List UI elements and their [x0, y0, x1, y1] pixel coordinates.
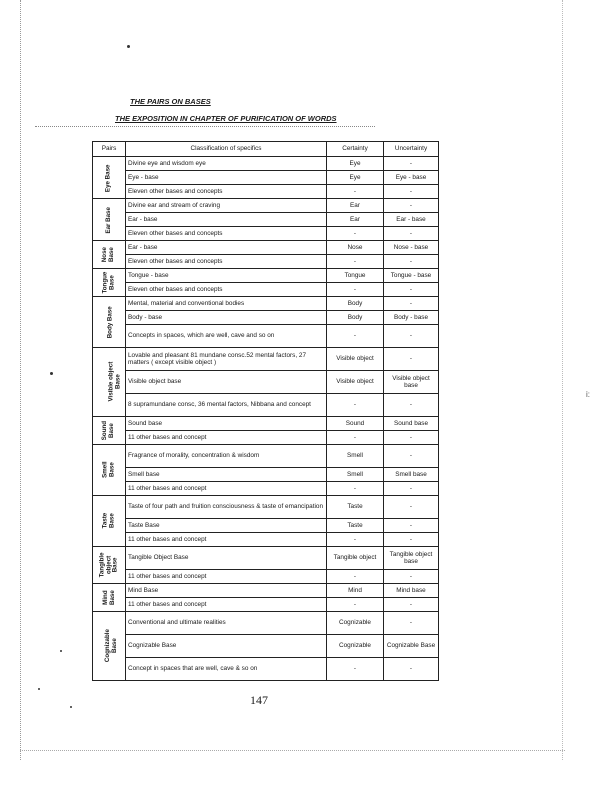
- table-row: [93, 171, 439, 185]
- pair-label-text: Tongue Base: [101, 271, 115, 294]
- classification-cell: Ear - base: [126, 241, 327, 255]
- certainty-cell: Smell: [327, 468, 384, 482]
- pair-label-text: Smell Base: [101, 461, 115, 479]
- uncertainty-cell: Sound base: [384, 417, 439, 431]
- classification-cell: Eleven other bases and concepts: [126, 283, 327, 297]
- table-row: [93, 213, 439, 227]
- pair-label: [93, 199, 126, 241]
- classification-cell: Divine ear and stream of craving: [126, 199, 327, 213]
- classification-cell: Tangible Object Base: [126, 547, 327, 570]
- table-row: [93, 533, 439, 547]
- uncertainty-cell: -: [384, 199, 439, 213]
- uncertainty-cell: -: [384, 297, 439, 311]
- uncertainty-cell: Visible object base: [384, 371, 439, 394]
- classification-cell: Concepts in spaces, which are well, cave and so on: [126, 325, 327, 348]
- pair-label: [93, 297, 126, 348]
- uncertainty-cell: Eye - base: [384, 171, 439, 185]
- uncertainty-cell: Tongue - base: [384, 269, 439, 283]
- uncertainty-cell: Tangible object base: [384, 547, 439, 570]
- scan-speck: [38, 688, 40, 690]
- table-row: [93, 417, 439, 431]
- certainty-cell: -: [327, 598, 384, 612]
- classification-cell: Eleven other bases and concepts: [126, 185, 327, 199]
- classification-cell: Conventional and ultimate realities: [126, 612, 327, 635]
- pair-label: [93, 269, 126, 297]
- uncertainty-cell: -: [384, 612, 439, 635]
- classification-cell: 11 other bases and concept: [126, 482, 327, 496]
- certainty-cell: Eye: [327, 171, 384, 185]
- certainty-cell: -: [327, 283, 384, 297]
- table-row: [93, 612, 439, 635]
- classification-cell: 11 other bases and concept: [126, 570, 327, 584]
- table-header-row: [93, 142, 439, 157]
- uncertainty-cell: Ear - base: [384, 213, 439, 227]
- uncertainty-cell: -: [384, 658, 439, 681]
- table-row: [93, 658, 439, 681]
- classification-cell: Mental, material and conventional bodies: [126, 297, 327, 311]
- pair-label: [93, 241, 126, 269]
- uncertainty-cell: Smell base: [384, 468, 439, 482]
- table-row: [93, 468, 439, 482]
- uncertainty-cell: -: [384, 570, 439, 584]
- uncertainty-cell: -: [384, 394, 439, 417]
- classification-cell: 11 other bases and concept: [126, 431, 327, 445]
- table-row: [93, 570, 439, 584]
- pair-label: [93, 157, 126, 199]
- pair-label-text: Cognizable Base: [103, 629, 118, 663]
- table-row: [93, 482, 439, 496]
- uncertainty-cell: -: [384, 482, 439, 496]
- certainty-cell: Ear: [327, 199, 384, 213]
- pair-label-text: Ear Base: [104, 206, 112, 234]
- page-heading: THE PAIRS ON BASES: [130, 97, 211, 106]
- uncertainty-cell: Cognizable Base: [384, 635, 439, 658]
- table-row: [93, 311, 439, 325]
- table-row: [93, 348, 439, 371]
- classification-cell: Taste of four path and fruition consciousness & taste of emancipation: [126, 496, 327, 519]
- table-row: [93, 227, 439, 241]
- certainty-cell: Visible object: [327, 371, 384, 394]
- certainty-cell: -: [327, 227, 384, 241]
- pair-label-text: Taste Base: [101, 513, 115, 529]
- classification-cell: Mind Base: [126, 584, 327, 598]
- classification-cell: Visible object base: [126, 371, 327, 394]
- table-row: [93, 269, 439, 283]
- certainty-cell: -: [327, 394, 384, 417]
- classification-cell: Sound base: [126, 417, 327, 431]
- scan-edge-bottom: [20, 750, 565, 752]
- table-row: [93, 371, 439, 394]
- classification-cell: Fragrance of morality, concentration & wisdom: [126, 445, 327, 468]
- table-row: [93, 445, 439, 468]
- certainty-cell: -: [327, 431, 384, 445]
- uncertainty-cell: -: [384, 431, 439, 445]
- table-row: [93, 394, 439, 417]
- table-row: [93, 157, 439, 171]
- certainty-cell: -: [327, 658, 384, 681]
- classification-cell: Divine eye and wisdom eye: [126, 157, 327, 171]
- classification-cell: 8 supramundane consc, 36 mental factors, Nibbana and concept: [126, 394, 327, 417]
- scan-speck: [70, 706, 72, 708]
- certainty-cell: Taste: [327, 496, 384, 519]
- certainty-cell: Eye: [327, 157, 384, 171]
- uncertainty-cell: -: [384, 598, 439, 612]
- divider: [35, 126, 375, 128]
- table-row: [93, 496, 439, 519]
- table-row: [93, 547, 439, 570]
- certainty-cell: Visible object: [327, 348, 384, 371]
- table-row: [93, 635, 439, 658]
- uncertainty-cell: -: [384, 283, 439, 297]
- uncertainty-cell: -: [384, 157, 439, 171]
- certainty-cell: Body: [327, 297, 384, 311]
- table-row: [93, 185, 439, 199]
- pair-label-text: Body Base: [106, 306, 114, 339]
- classification-cell: Taste Base: [126, 519, 327, 533]
- scan-speck: [60, 650, 62, 652]
- table-row: [93, 255, 439, 269]
- certainty-cell: Cognizable: [327, 612, 384, 635]
- uncertainty-cell: Body - base: [384, 311, 439, 325]
- pair-label-text: Sound Base: [101, 420, 115, 441]
- classification-cell: Cognizable Base: [126, 635, 327, 658]
- page-number: 147: [250, 693, 268, 707]
- uncertainty-cell: -: [384, 496, 439, 519]
- certainty-cell: Cognizable: [327, 635, 384, 658]
- pair-label: [93, 348, 126, 417]
- table-row: [93, 325, 439, 348]
- certainty-cell: Nose: [327, 241, 384, 255]
- classification-cell: Eleven other bases and concepts: [126, 255, 327, 269]
- certainty-cell: -: [327, 325, 384, 348]
- uncertainty-cell: -: [384, 185, 439, 199]
- uncertainty-cell: -: [384, 325, 439, 348]
- pair-label: [93, 547, 126, 584]
- table-row: [93, 431, 439, 445]
- pair-label-text: Tangible object Base: [98, 552, 119, 578]
- certainty-cell: Smell: [327, 445, 384, 468]
- table-row: [93, 297, 439, 311]
- pair-label: [93, 496, 126, 547]
- pair-label: [93, 445, 126, 496]
- pair-label-text: Nose Base: [101, 246, 115, 263]
- certainty-cell: -: [327, 533, 384, 547]
- certainty-cell: -: [327, 570, 384, 584]
- header-pairs: Pairs: [93, 142, 126, 157]
- pair-label: [93, 612, 126, 681]
- certainty-cell: Sound: [327, 417, 384, 431]
- header-classification: Classification of specifics: [126, 142, 327, 157]
- header-uncertainty: Uncertainty: [384, 142, 439, 157]
- uncertainty-cell: -: [384, 533, 439, 547]
- certainty-cell: Tangible object: [327, 547, 384, 570]
- classification-cell: Ear - base: [126, 213, 327, 227]
- certainty-cell: Body: [327, 311, 384, 325]
- pair-label-text: Mind Base: [101, 590, 115, 605]
- uncertainty-cell: -: [384, 348, 439, 371]
- certainty-cell: -: [327, 482, 384, 496]
- table-row: [93, 241, 439, 255]
- uncertainty-cell: Nose - base: [384, 241, 439, 255]
- scan-speck: [127, 45, 130, 48]
- classification-cell: Eye - base: [126, 171, 327, 185]
- pair-label: [93, 417, 126, 445]
- scan-edge-right: [562, 0, 564, 760]
- certainty-cell: Taste: [327, 519, 384, 533]
- certainty-cell: Mind: [327, 584, 384, 598]
- scan-speck: [50, 372, 53, 375]
- table-row: [93, 584, 439, 598]
- certainty-cell: Tongue: [327, 269, 384, 283]
- header-certainty: Certainty: [327, 142, 384, 157]
- uncertainty-cell: -: [384, 445, 439, 468]
- classification-cell: Concept in spaces that are well, cave & so on: [126, 658, 327, 681]
- pair-label-text: Visible object Base: [107, 362, 121, 402]
- classification-cell: Lovable and pleasant 81 mundane consc.52 mental factors, 27 matters ( except visible object ): [126, 348, 327, 371]
- pair-label: [93, 584, 126, 612]
- pairs-table: [92, 141, 439, 681]
- certainty-cell: Ear: [327, 213, 384, 227]
- certainty-cell: -: [327, 185, 384, 199]
- table-row: [93, 283, 439, 297]
- table-row: [93, 598, 439, 612]
- table-row: [93, 199, 439, 213]
- classification-cell: Body - base: [126, 311, 327, 325]
- uncertainty-cell: -: [384, 255, 439, 269]
- uncertainty-cell: -: [384, 519, 439, 533]
- classification-cell: 11 other bases and concept: [126, 533, 327, 547]
- certainty-cell: -: [327, 255, 384, 269]
- margin-mark: i:: [586, 390, 590, 399]
- classification-cell: Smell base: [126, 468, 327, 482]
- classification-cell: Eleven other bases and concepts: [126, 227, 327, 241]
- scan-edge-left: [20, 0, 22, 760]
- table-row: [93, 519, 439, 533]
- uncertainty-cell: Mind base: [384, 584, 439, 598]
- pair-label-text: Eye Base: [104, 164, 112, 192]
- uncertainty-cell: -: [384, 227, 439, 241]
- classification-cell: 11 other bases and concept: [126, 598, 327, 612]
- page-subheading: THE EXPOSITION IN CHAPTER OF PURIFICATION OF WORDS: [115, 114, 337, 123]
- classification-cell: Tongue - base: [126, 269, 327, 283]
